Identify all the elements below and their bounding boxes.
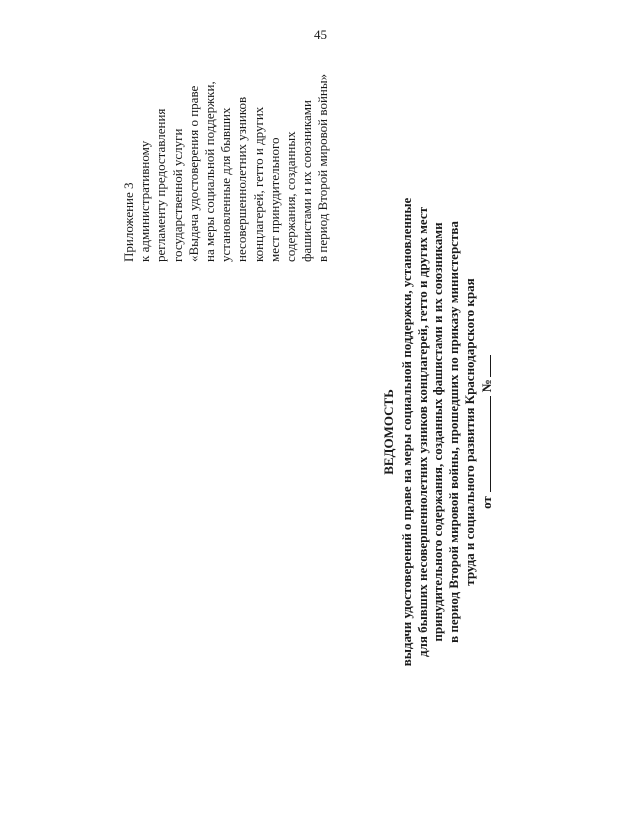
statement-heading: ВЕДОМОСТЬ (381, 389, 396, 475)
appendix-header (121, 32, 332, 262)
statement-line: в период Второй мировой войны, прошедших по приказу министерства (446, 221, 462, 643)
appendix-line: концлагерей, гетто и других (250, 106, 266, 262)
appendix-line: в период Второй мировой войны» (315, 73, 331, 262)
appendix-line: Приложение 3 (121, 182, 136, 262)
statement-block (381, 152, 495, 712)
appendix-line: к административному (137, 140, 153, 262)
appendix-line: мест принудительного (266, 137, 282, 262)
appendix-line: на меры социальной поддержки, (202, 81, 218, 262)
number-prefix: № (478, 379, 494, 393)
page-number: 45 (314, 27, 327, 42)
appendix-line: несовершеннолетних узников (234, 96, 250, 262)
appendix-line: фашистами и их союзниками (299, 100, 315, 262)
statement-line: для бывших несовершеннолетних узников концлагерей, гетто и других мест (414, 206, 430, 658)
number-blank (478, 355, 491, 377)
statement-line: выдачи удостоверений о праве на меры социальной поддержки, установленные (398, 197, 414, 667)
appendix-line: государственной услуги (169, 128, 185, 262)
statement-line: принудительного содержания, созданных фашистами и их союзниками (430, 222, 446, 642)
statement-line: труда и социального развития Краснодарского края (461, 278, 477, 586)
appendix-line: содержания, созданных (283, 131, 299, 262)
appendix-line: «Выдача удостоверения о праве (185, 85, 201, 262)
appendix-line: установленные для бывших (218, 107, 234, 262)
appendix-line: регламенту предоставления (153, 108, 169, 262)
date-prefix: от (478, 496, 494, 509)
date-number-line (478, 152, 495, 712)
date-blank (478, 396, 491, 492)
